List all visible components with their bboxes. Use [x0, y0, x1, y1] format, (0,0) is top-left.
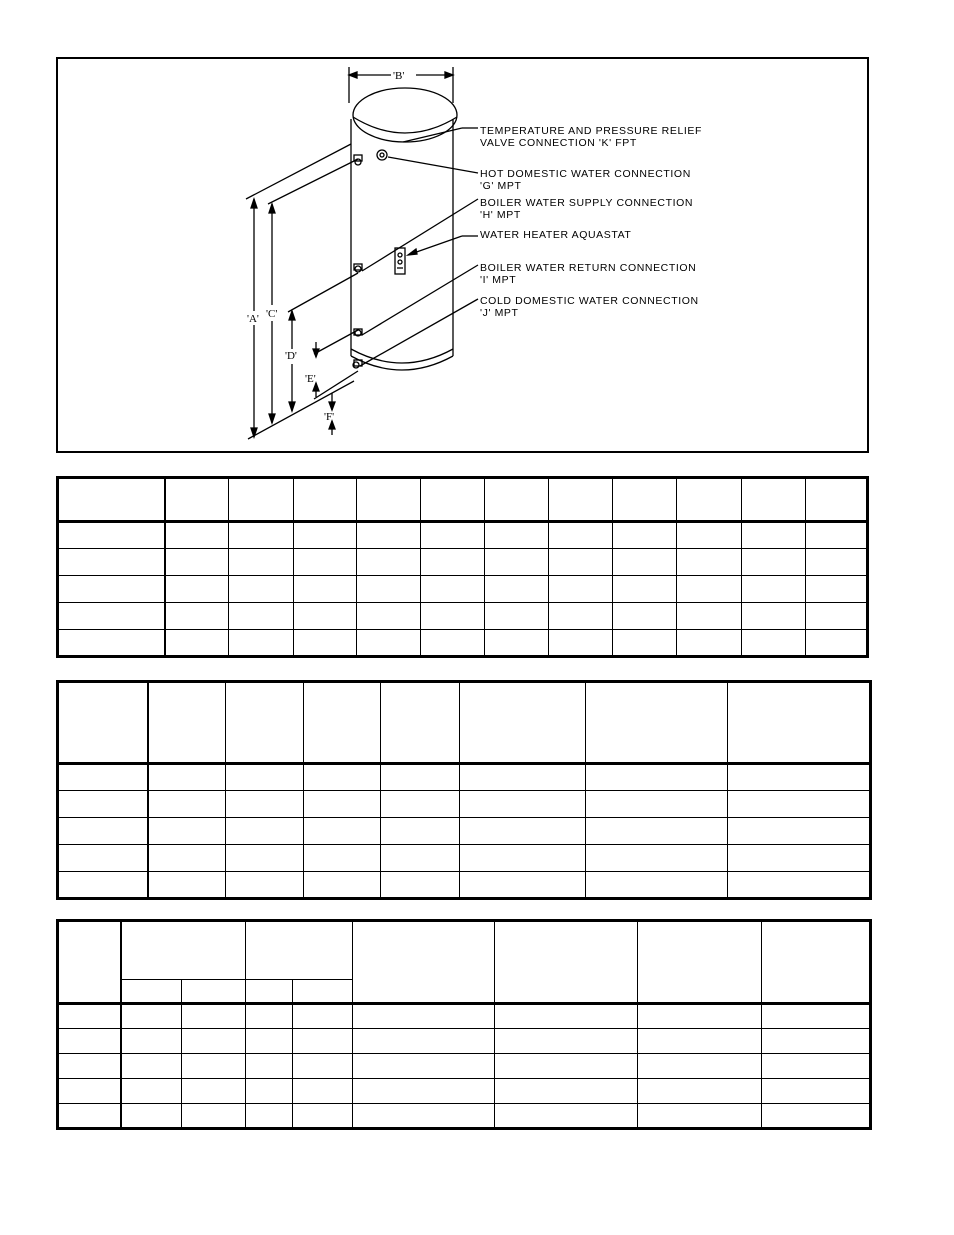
table-row — [58, 1029, 871, 1054]
dim-label-d: 'D' — [285, 350, 297, 362]
table-row — [58, 791, 871, 818]
water-heater-diagram — [58, 59, 871, 455]
callout-cold-water-line2: 'J' MPT — [480, 307, 519, 319]
specifications-table — [56, 680, 872, 900]
tank-top-ellipse — [353, 88, 457, 142]
callout-boiler-return-line1: BOILER WATER RETURN CONNECTION — [480, 262, 697, 274]
table-row — [58, 522, 868, 549]
dimensions-table — [56, 476, 869, 658]
table-row — [58, 764, 871, 791]
heater-diagram-frame — [56, 57, 869, 453]
callout-aquastat: WATER HEATER AQUASTAT — [480, 229, 632, 241]
table-row — [58, 872, 871, 899]
dim-label-e: 'E' — [305, 373, 316, 385]
aquastat-box — [395, 248, 405, 274]
table-row — [58, 682, 871, 764]
performance-table — [56, 919, 872, 1130]
table-row — [58, 1079, 871, 1104]
callout-cold-water-line1: COLD DOMESTIC WATER CONNECTION — [480, 295, 699, 307]
dim-label-a: 'A' — [247, 313, 259, 325]
table-row — [58, 818, 871, 845]
table-row — [58, 845, 871, 872]
table-row — [58, 603, 868, 630]
tank-bottom-band — [351, 349, 453, 363]
dim-label-c: 'C' — [266, 308, 278, 320]
table-header-row — [58, 921, 871, 980]
tank-top-rim — [353, 117, 457, 133]
dim-label-f: 'F' — [324, 411, 335, 423]
table-row — [58, 630, 868, 657]
callout-hot-water-line2: 'G' MPT — [480, 180, 522, 192]
callout-boiler-return-line2: 'I' MPT — [480, 274, 517, 286]
table-row — [58, 478, 868, 522]
callout-boiler-supply-line2: 'H' MPT — [480, 209, 521, 221]
callout-relief-valve-line2: VALVE CONNECTION 'K' FPT — [480, 137, 637, 149]
relief-valve-fitting — [377, 150, 387, 160]
table-row — [58, 549, 868, 576]
table-row — [58, 1004, 871, 1029]
dim-label-b: 'B' — [393, 70, 405, 82]
callout-boiler-supply-line1: BOILER WATER SUPPLY CONNECTION — [480, 197, 694, 209]
callout-hot-water-line1: HOT DOMESTIC WATER CONNECTION — [480, 168, 691, 180]
table-row — [58, 1054, 871, 1079]
callout-relief-valve-line1: TEMPERATURE AND PRESSURE RELIEF — [480, 125, 703, 137]
boiler-supply-fitting — [354, 264, 362, 272]
table-row — [58, 576, 868, 603]
table-row — [58, 1104, 871, 1129]
